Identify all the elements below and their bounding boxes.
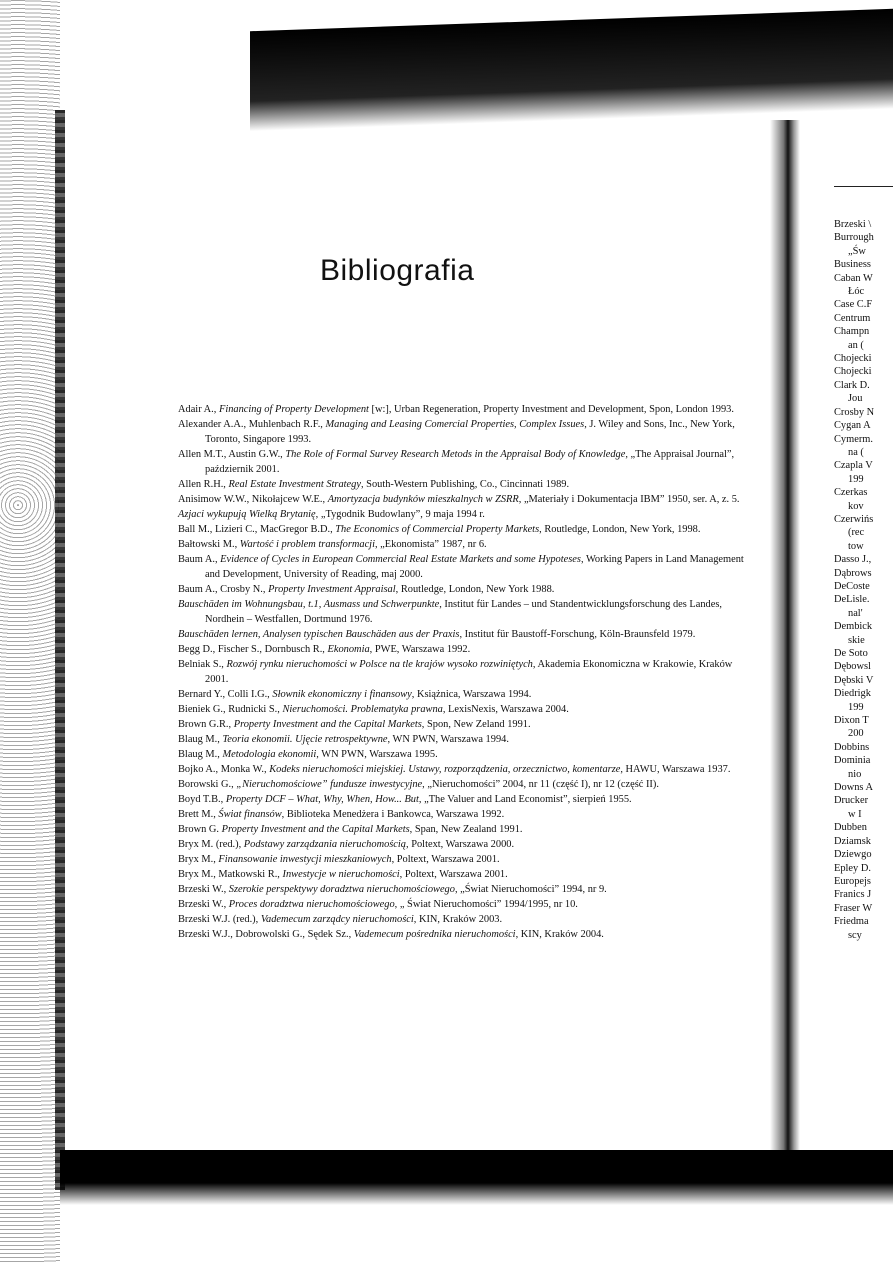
right-page-line: kov — [848, 500, 864, 512]
entry-title: „Nieruchomościowe” fundusze inwestycyjne — [236, 779, 423, 790]
page-title: Bibliografia — [320, 254, 475, 287]
bibliography-entry — [178, 852, 750, 867]
entry-author: Brzeski W.J., Dobrowolski G., Sędek Sz., — [178, 929, 354, 940]
bibliography-list — [178, 402, 750, 942]
right-page-line: Czapla V — [834, 460, 873, 472]
bibliography-entry — [178, 702, 750, 717]
right-page-line: Dubben — [834, 822, 867, 834]
scan-shadow-bottom — [60, 1150, 893, 1205]
right-page-line: nal' — [848, 607, 863, 619]
right-page-line: an ( — [848, 339, 864, 351]
bibliography-entry — [178, 837, 750, 852]
entry-title: Property Investment and the Capital Markets — [221, 824, 410, 835]
right-page-line: Europejs — [834, 875, 871, 887]
right-page-line: Chojecki — [834, 366, 872, 378]
right-page-rule — [834, 186, 893, 187]
right-page-line: Franics J — [834, 889, 872, 901]
right-page-line: (rec — [848, 527, 865, 539]
entry-details: , LexisNexis, Warszawa 2004. — [442, 704, 569, 715]
entry-details: , Książnica, Warszawa 1994. — [411, 689, 532, 700]
bibliography-entry — [178, 537, 750, 552]
right-page-line: Caban W — [834, 272, 873, 284]
entry-author: Anisimow W.W., Nikołajcew W.E., — [178, 494, 328, 505]
right-page-line: nio — [848, 768, 862, 780]
bibliography-entry — [178, 822, 750, 837]
right-page-line: Dobbins — [834, 741, 870, 753]
right-page-line: Fraser W — [834, 902, 873, 914]
entry-title: Property DCF – What, Why, When, How... But — [225, 794, 419, 805]
entry-author: Brzeski W., — [178, 884, 229, 895]
bibliography-entry — [178, 897, 750, 912]
entry-details: , Akademia Ekonomiczna w Krakowie, Kraków 2001. — [205, 659, 733, 685]
entry-details: , J. Wiley and Sons, Inc., New York, Toronto, Singapore 1993. — [205, 419, 735, 445]
right-page-line: Dixon T — [834, 715, 869, 727]
right-page-line: Business — [834, 259, 871, 271]
entry-details: , „The Valuer and Land Economist”, sierpień 1955. — [418, 794, 632, 805]
right-page-line: na ( — [848, 446, 864, 458]
entry-author: Brzeski W., — [178, 899, 229, 910]
entry-title: Vademecum pośrednika nieruchomości — [353, 929, 516, 940]
entry-author: Bieniek G., Rudnicki S., — [178, 704, 283, 715]
entry-details: , Spon, New Zeland 1991. — [421, 719, 531, 730]
right-page-entries — [834, 218, 893, 942]
entry-title: Rozwój rynku nieruchomości w Polsce na tle krajów wysoko rozwiniętych — [226, 659, 533, 670]
entry-author: Bryx M., — [178, 854, 219, 865]
bibliography-entry — [178, 807, 750, 822]
bibliography-entry — [178, 747, 750, 762]
entry-details: , KIN, Kraków 2004. — [515, 929, 604, 940]
entry-title: Financing of Property Development — [218, 404, 369, 415]
entry-title: Finansowanie inwestycji mieszkaniowych — [218, 854, 392, 865]
entry-author: Begg D., Fischer S., Dornbusch R., — [178, 644, 328, 655]
entry-title: Metodologia ekonomii — [222, 749, 317, 760]
right-page-line: Dasso J., — [834, 554, 872, 566]
entry-author: Ball M., Lizieri C., MacGregor B.D., — [178, 524, 336, 535]
entry-details: , Poltext, Warszawa 2001. — [399, 869, 508, 880]
right-page-fragment — [800, 120, 893, 1160]
entry-author: Brzeski W.J. (red.), — [178, 914, 261, 925]
entry-title: Teoria ekonomii. Ujęcie retrospektywne — [222, 734, 388, 745]
bibliography-entry — [178, 597, 750, 627]
right-page-line: Centrum — [834, 312, 871, 324]
right-page-line: Clark D. — [834, 379, 870, 391]
bibliography-entry — [178, 927, 750, 942]
bibliography-entry — [178, 552, 750, 582]
entry-details: , PWE, Warszawa 1992. — [369, 644, 471, 655]
right-page-line: Czerkas — [834, 487, 868, 499]
entry-details: , Span, New Zealand 1991. — [409, 824, 523, 835]
entry-author: Borowski G., — [178, 779, 237, 790]
right-page-line: Drucker — [834, 795, 869, 807]
bibliography-entry — [178, 492, 750, 507]
entry-title: Kodeks nieruchomości miejskiej. Ustawy, rozporządzenia, orzecznictwo, komentarze — [269, 764, 621, 775]
entry-title: Evidence of Cycles in European Commercial Real Estate Markets and some Hypoteses — [220, 554, 581, 565]
right-page-line: 199 — [848, 473, 864, 485]
entry-details: [w:], Urban Regeneration, Property Investment and Development, Spon, London 1993. — [368, 404, 734, 415]
entry-title: The Role of Formal Survey Research Metods in the Appraisal Body of Knowledge — [285, 449, 626, 460]
entry-title: Wartość i problem transformacji — [239, 539, 375, 550]
bibliography-entry — [178, 522, 750, 537]
entry-details: , „Tygodnik Budowlany”, 9 maja 1994 r. — [315, 509, 485, 520]
right-page-line: 200 — [848, 728, 864, 740]
entry-details: , Routledge, London, New York, 1998. — [539, 524, 701, 535]
bibliography-entry — [178, 882, 750, 897]
bibliography-entry — [178, 912, 750, 927]
scan-edge-left — [55, 110, 65, 1190]
entry-author: Blaug M., — [178, 734, 223, 745]
bibliography-entry — [178, 687, 750, 702]
entry-details: , South-Western Publishing, Co., Cincinnati 1989. — [360, 479, 570, 490]
right-page-line: skie — [848, 634, 865, 646]
entry-author: Brett M., — [178, 809, 219, 820]
entry-details: , „Ekonomista” 1987, nr 6. — [374, 539, 487, 550]
bibliography-entry — [178, 477, 750, 492]
entry-details: , Working Papers in Land Management and Development, University of Reading, maj 2000. — [205, 554, 744, 580]
entry-author: Bryx M. (red.), — [178, 839, 244, 850]
entry-details: , HAWU, Warszawa 1937. — [620, 764, 731, 775]
bibliography-entry — [178, 507, 750, 522]
right-page-line: Crosby N — [834, 406, 875, 418]
entry-author: Blaug M., — [178, 749, 223, 760]
right-page-line: Cygan A — [834, 420, 871, 432]
entry-author: Brown G. — [178, 824, 222, 835]
right-page-line: Dominia — [834, 755, 871, 767]
entry-title: Property Investment Appraisal — [268, 584, 396, 595]
entry-title: Managing and Leasing Comercial Properties, Complex Issues — [325, 419, 585, 430]
bibliography-entry — [178, 417, 750, 447]
right-page-line: Jou — [848, 393, 863, 405]
right-page-line: Case C.F — [834, 299, 873, 311]
entry-title: Proces doradztwa nieruchomościowego — [228, 899, 395, 910]
entry-author: Brown G.R., — [178, 719, 234, 730]
entry-details: , WN PWN, Warszawa 1995. — [316, 749, 438, 760]
entry-title: Bauschäden im Wohnungsbau, t.1, Ausmass und Schwerpunkte — [178, 599, 440, 610]
right-page-line: DeCoste — [834, 580, 870, 592]
bibliography-entry — [178, 627, 750, 642]
entry-author: Bałtowski M., — [178, 539, 240, 550]
right-page-line: Dembick — [834, 621, 873, 633]
entry-title: Bauschäden lernen, Analysen typischen Bauschäden aus der Praxis — [178, 629, 460, 640]
entry-details: , Institut für Landes – und Standentwicklungsforschung des Landes, Nordhein – Westfallen, Dortmund 1976. — [205, 599, 723, 625]
right-page-line: DeLisle. — [834, 594, 870, 606]
entry-title: Inwestycje w nieruchomości — [282, 869, 400, 880]
entry-details: , Routledge, London, New York 1988. — [395, 584, 555, 595]
scan-shadow-top — [250, 9, 893, 131]
right-page-line: Dziewgo — [834, 849, 872, 861]
right-page-line: Czerwińs — [834, 513, 874, 525]
entry-author: Baum A., Crosby N., — [178, 584, 269, 595]
entry-author: Adair A., — [178, 404, 219, 415]
bibliography-entry — [178, 717, 750, 732]
right-page-line: Dąbrows — [834, 567, 872, 579]
right-page-line: Cymerm. — [834, 433, 873, 445]
entry-title: Azjaci wykupują Wielką Brytanię — [178, 509, 316, 520]
bibliography-entry — [178, 657, 750, 687]
right-page-line: w I — [848, 808, 862, 820]
entry-title: Ekonomia — [327, 644, 370, 655]
right-page-line: Epley D. — [834, 862, 871, 874]
entry-author: Baum A., — [178, 554, 221, 565]
entry-details: , „The Appraisal Journal”, październik 2001. — [205, 449, 735, 475]
book-gutter — [770, 120, 800, 1160]
right-page-line: 199 — [848, 701, 864, 713]
right-page-line: Champn — [834, 326, 870, 338]
entry-details: , Poltext, Warszawa 2000. — [406, 839, 515, 850]
entry-author: Boyd T.B., — [178, 794, 226, 805]
entry-author: Alexander A.A., Muhlenbach R.F., — [178, 419, 326, 430]
entry-details: , „Nieruchomości” 2004, nr 11 (część I), nr 12 (część II). — [422, 779, 659, 790]
right-page-line: Dębski V — [834, 674, 874, 686]
bibliography-entry — [178, 762, 750, 777]
entry-title: Vademecum zarządcy nieruchomości — [260, 914, 414, 925]
entry-author: Allen R.H., — [178, 479, 229, 490]
entry-details: , Institut für Baustoff-Forschung, Köln-Braunsfeld 1979. — [459, 629, 696, 640]
right-page-line: tow — [848, 540, 864, 552]
entry-details: , Poltext, Warszawa 2001. — [391, 854, 500, 865]
entry-details: , WN PWN, Warszawa 1994. — [387, 734, 509, 745]
entry-author: Bernard Y., Colli I.G., — [178, 689, 273, 700]
entry-title: The Economics of Commercial Property Markets — [335, 524, 540, 535]
entry-author: Bryx M., Matkowski R., — [178, 869, 283, 880]
right-page-line: Łóc — [848, 286, 865, 298]
entry-details: , KIN, Kraków 2003. — [413, 914, 503, 925]
entry-title: Świat finansów — [218, 809, 282, 820]
right-page-line: Friedma — [834, 916, 869, 928]
scan-noise-left — [0, 0, 60, 1263]
right-page-line: scy — [848, 929, 862, 941]
entry-details: , „Świat Nieruchomości” 1994, nr 9. — [454, 884, 607, 895]
right-page-line: De Soto — [834, 648, 868, 659]
entry-title: Nieruchomości. Problematyka prawna — [282, 704, 443, 715]
right-page-line: Brzeski \ — [834, 219, 872, 230]
bibliography-entry — [178, 732, 750, 747]
entry-title: Słownik ekonomiczny i finansowy — [272, 689, 412, 700]
bibliography-entry — [178, 402, 750, 417]
bibliography-entry — [178, 867, 750, 882]
entry-details: , Biblioteka Menedżera i Bankowca, Warszawa 1992. — [281, 809, 505, 820]
right-page-line: Dziamsk — [834, 835, 871, 847]
entry-author: Bojko A., Monka W., — [178, 764, 270, 775]
entry-title: Szerokie perspektywy doradztwa nieruchomościowego — [228, 884, 455, 895]
entry-title: Amortyzacja budynków mieszkalnych w ZSRR — [327, 494, 519, 505]
entry-details: , „Materiały i Dokumentacja IBM” 1950, ser. A, z. 5. — [518, 494, 740, 505]
right-page-line: Diedrigk — [834, 688, 871, 700]
bibliography-entry — [178, 642, 750, 657]
entry-title: Property Investment and the Capital Markets — [233, 719, 422, 730]
right-page-line: Downs A — [834, 782, 873, 794]
right-page-line: Dębowsl — [834, 661, 871, 673]
entry-author: Allen M.T., Austin G.W., — [178, 449, 286, 460]
entry-title: Real Estate Investment Strategy — [228, 479, 361, 490]
bibliography-entry — [178, 777, 750, 792]
right-page-line: Burrough — [834, 232, 874, 244]
bibliography-entry — [178, 582, 750, 597]
entry-title: Podstawy zarządzania nieruchomością — [243, 839, 407, 850]
right-page-line: Chojecki — [834, 353, 872, 365]
entry-author: Belniak S., — [178, 659, 227, 670]
bibliography-entry — [178, 792, 750, 807]
entry-details: , „ Świat Nieruchomości” 1994/1995, nr 10. — [394, 899, 578, 910]
right-page-line: „Św — [848, 245, 866, 257]
bibliography-entry — [178, 447, 750, 477]
